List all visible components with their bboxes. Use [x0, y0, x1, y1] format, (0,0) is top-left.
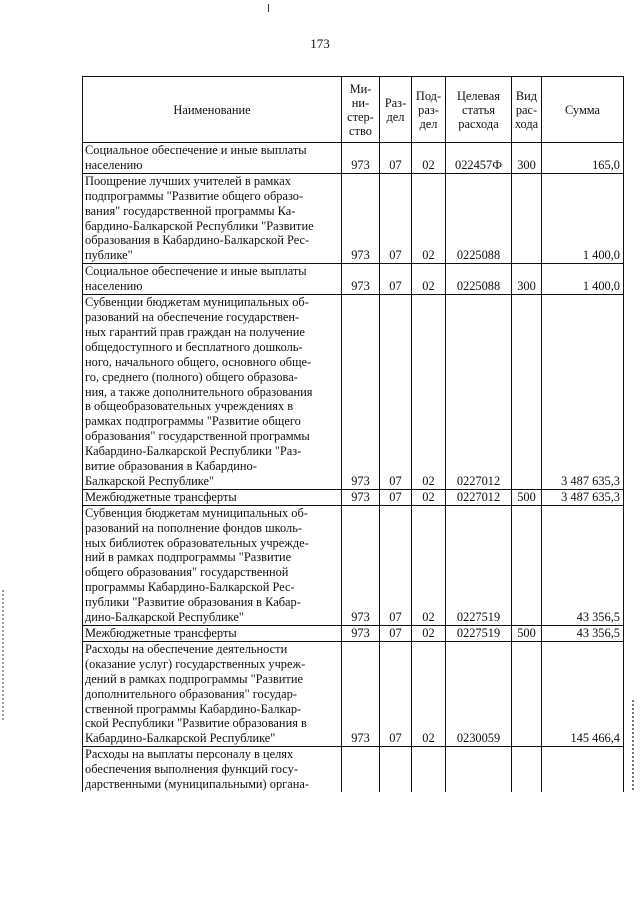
- scan-tick-mark: [268, 4, 269, 12]
- row-amount: 3 487 635,3: [542, 295, 624, 490]
- row-subsection: [412, 747, 446, 792]
- row-expense-type: [512, 505, 542, 625]
- row-name: Социальное обеспечение и иные выплаты населению: [83, 143, 342, 174]
- row-section: 07: [380, 505, 412, 625]
- row-target: 0225088: [446, 173, 512, 263]
- row-name: Расходы на выплаты персоналу в целях обеспечения выполнения функций госу- дарственными (муниципальными) органа-: [83, 747, 342, 792]
- row-section: 07: [380, 173, 412, 263]
- row-subsection: 02: [412, 295, 446, 490]
- row-amount: 43 356,5: [542, 626, 624, 642]
- row-amount: [542, 747, 624, 792]
- row-ministry: 973: [342, 626, 380, 642]
- row-ministry: 973: [342, 505, 380, 625]
- row-target: 0230059: [446, 641, 512, 746]
- row-target: 0227519: [446, 626, 512, 642]
- row-ministry: 973: [342, 173, 380, 263]
- row-subsection: 02: [412, 505, 446, 625]
- row-expense-type: [512, 641, 542, 746]
- table-row: [83, 641, 624, 746]
- row-amount: 3 487 635,3: [542, 489, 624, 505]
- row-section: 07: [380, 264, 412, 295]
- row-name: Социальное обеспечение и иные выплаты населению: [83, 264, 342, 295]
- row-target: 0227519: [446, 505, 512, 625]
- row-name: Поощрение лучших учителей в рамках подпрограммы "Развитие общего образо- вания" государственной программы Ка- бардино-Балкарской Республики "Развитие образования в Кабардино-Балкарской Рес- публике": [83, 173, 342, 263]
- row-section: 07: [380, 489, 412, 505]
- row-ministry: 973: [342, 295, 380, 490]
- row-subsection: 02: [412, 489, 446, 505]
- header-expense-type: Вид рас- хода: [512, 77, 542, 143]
- row-amount: 1 400,0: [542, 173, 624, 263]
- row-ministry: 973: [342, 264, 380, 295]
- table-row: [83, 626, 624, 642]
- table-row: [83, 295, 624, 490]
- row-section: 07: [380, 143, 412, 174]
- row-subsection: 02: [412, 641, 446, 746]
- row-ministry: 973: [342, 489, 380, 505]
- header-section: Раз- дел: [380, 77, 412, 143]
- row-amount: 145 466,4: [542, 641, 624, 746]
- table-row: [83, 505, 624, 625]
- row-section: 07: [380, 641, 412, 746]
- row-expense-type: [512, 173, 542, 263]
- row-target: 0225088: [446, 264, 512, 295]
- row-section: 07: [380, 626, 412, 642]
- row-name: Расходы на обеспечение деятельности (оказание услуг) государственных учреж- дений в рамках подпрограммы "Развитие дополнительного образования" государ- ственной программы Кабардино-Балкар- ской Республики "Развитие образования в Кабардино-Балкарской Республике": [83, 641, 342, 746]
- row-target: [446, 747, 512, 792]
- row-target: 0227012: [446, 489, 512, 505]
- row-amount: 43 356,5: [542, 505, 624, 625]
- row-ministry: 973: [342, 143, 380, 174]
- table-row: [83, 143, 624, 174]
- header-target: Целевая статья расхода: [446, 77, 512, 143]
- table-header-row: [83, 77, 624, 143]
- row-name: Субвенция бюджетам муниципальных об- разований на пополнение фондов школь- ных библиотек образовательных учрежде- ний в рамках подпрограммы "Развитие общего образования" государственной программы Кабардино-Балкарской Рес- публики "Развитие образования в Кабар- дино-Балкарской Республике": [83, 505, 342, 625]
- header-ministry: Ми- ни- стер- ство: [342, 77, 380, 143]
- table-row: [83, 264, 624, 295]
- row-name: Субвенции бюджетам муниципальных об- разований на обеспечение государствен- ных гарантий прав граждан на получение общедоступного и бесплатного дошколь- ного, начального общего, основного обще- го, среднего (полного) общего образова- ния, а также дополнительного образования в общеобразовательных учреждениях в рамках подпрограммы "Развитие общего образования" государственной программы Кабардино-Балкарской Республики "Раз- витие образования в Кабардино- Балкарской Республике": [83, 295, 342, 490]
- header-subsection: Под- раз- дел: [412, 77, 446, 143]
- page-number: 173: [310, 36, 330, 51]
- row-expense-type: 500: [512, 489, 542, 505]
- row-name: Межбюджетные трансферты: [83, 626, 342, 642]
- row-name: Межбюджетные трансферты: [83, 489, 342, 505]
- row-ministry: 973: [342, 641, 380, 746]
- budget-table: [82, 76, 624, 792]
- header-amount: Сумма: [542, 77, 624, 143]
- table-row: [83, 489, 624, 505]
- row-amount: 165,0: [542, 143, 624, 174]
- row-section: [380, 747, 412, 792]
- row-subsection: 02: [412, 264, 446, 295]
- row-expense-type: 300: [512, 264, 542, 295]
- row-subsection: 02: [412, 626, 446, 642]
- table-row: [83, 173, 624, 263]
- scan-edge-mark-right: [632, 700, 637, 790]
- row-ministry: [342, 747, 380, 792]
- row-target: 0227012: [446, 295, 512, 490]
- scan-edge-mark-left: [2, 590, 7, 720]
- header-name: Наименование: [83, 77, 342, 143]
- row-section: 07: [380, 295, 412, 490]
- table-row: [83, 747, 624, 792]
- row-amount: 1 400,0: [542, 264, 624, 295]
- row-expense-type: 500: [512, 626, 542, 642]
- row-expense-type: [512, 747, 542, 792]
- row-expense-type: 300: [512, 143, 542, 174]
- row-target: 022457Ф: [446, 143, 512, 174]
- row-expense-type: [512, 295, 542, 490]
- row-subsection: 02: [412, 173, 446, 263]
- row-subsection: 02: [412, 143, 446, 174]
